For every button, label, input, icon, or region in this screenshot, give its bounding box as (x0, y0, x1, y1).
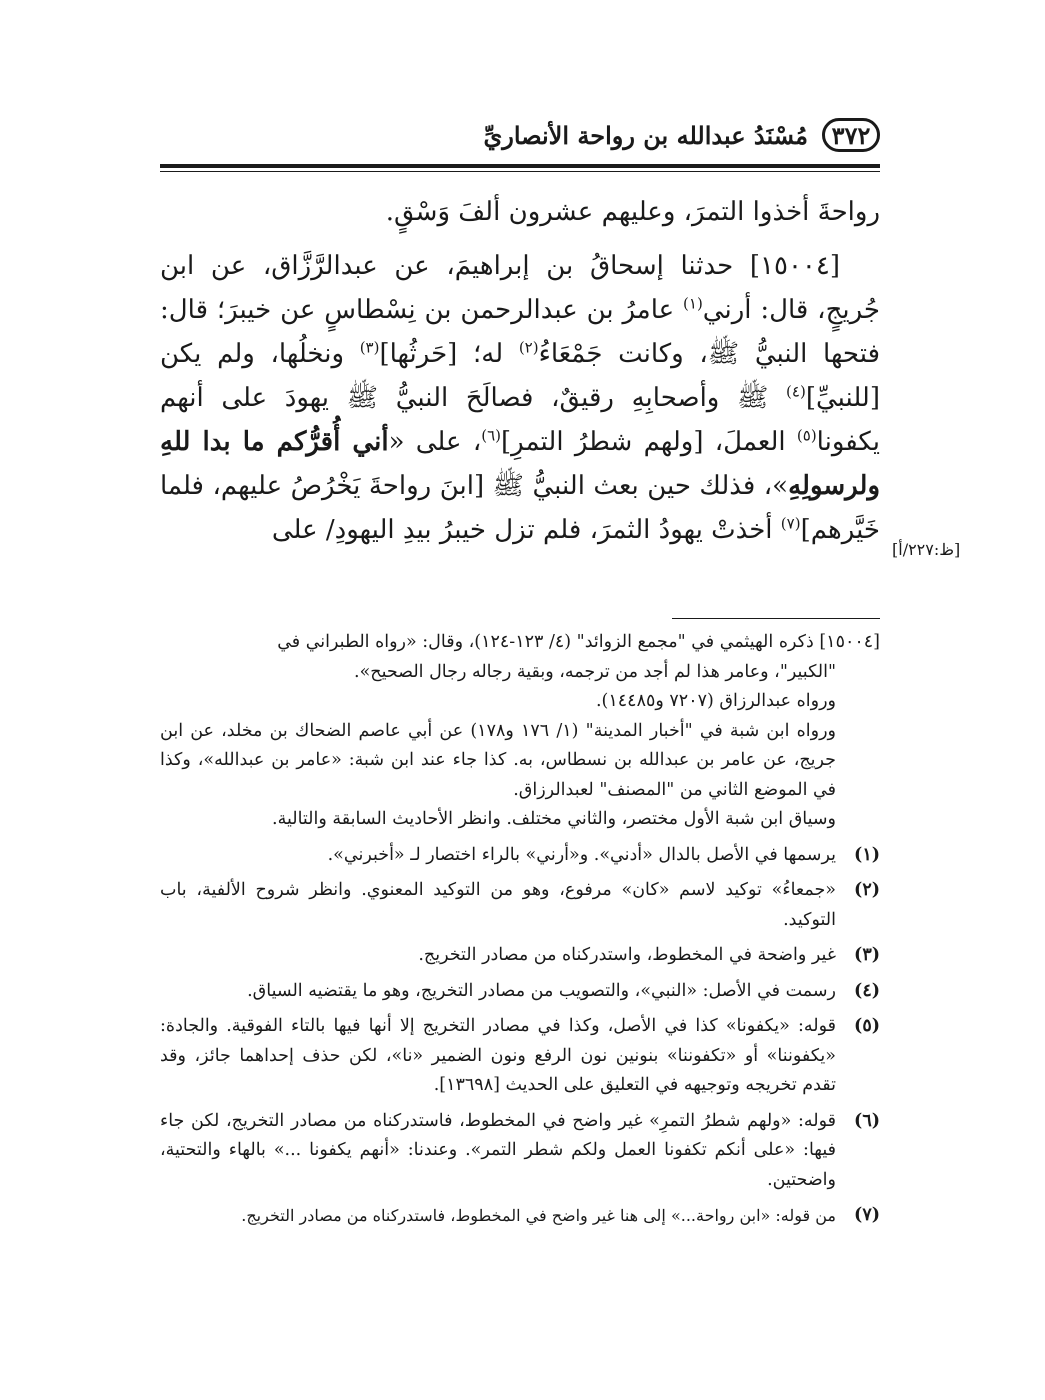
footnote-ref-6: (٦) (481, 426, 502, 445)
footnote-item (160, 876, 880, 935)
hadith-text: [١٥٠٠٤] حدثنا إسحاقُ بن إبراهيمَ، عن عبدالرَّزَّاق، عن ابن جُريجٍ، قال: أرني (160, 251, 881, 325)
footnote-separator (672, 618, 880, 619)
footnotes (160, 628, 880, 1237)
manuscript-folio-note: [ظ:٢٢٧/أ] (892, 540, 961, 559)
footnote-item (160, 977, 880, 1007)
footnote-text: يرسمها في الأصل بالدال «أدني». و«أرني» بالراء اختصار لـ «أخبرني». (327, 844, 836, 865)
hadith-text: أخذتْ يهودُ الثمرَ، فلم تزل خيبرُ بيدِ اليهودِ/ على (271, 515, 781, 545)
footnote-number: (٢) (854, 880, 880, 900)
footnote-number: (٥) (854, 1016, 880, 1036)
footnote-item (160, 941, 880, 971)
footnote-ref-1: (١) (683, 294, 703, 313)
footnote-item (160, 1107, 880, 1196)
footnote-text: قوله: «يكفونا» كذا في الأصل، وكذا في مصادر التخريج إلا أنها فيها بالتاء الفوقية. والجادة: «يكفوننا» أو «تكفوننا» بنونين نون الرفع ونون الضمير «نا»، لكن حذف إحداهما جائز، وقد تقدم تخريجه وتوجيهه في التعليق على الحديث [١٣٦٩٨]. (160, 1016, 836, 1095)
footnote-number: (٤) (854, 980, 880, 1001)
hadith-text: العملَ، [ولهم شطرُ التمرِ] (501, 427, 797, 457)
hadith-paragraph (160, 244, 880, 552)
main-text (160, 190, 880, 562)
footnote-text: غير واضحة في المخطوط، واستدركناه من مصادر التخريج. (418, 945, 836, 965)
footnote-text: من قوله: «ابن رواحة...» إلى هنا غير واضح في المخطوط، فاستدركناه من مصادر التخريج. (241, 1206, 836, 1225)
footnote-item (160, 1201, 880, 1231)
takhrij-line: "الكبير"، وعامر هذا لم أجد من ترجمه، وبقية رجاله رجال الصحيح». (354, 661, 836, 682)
takhrij-line: ورواه عبدالرزاق (٧٢٠٧ و١٤٤٨٥). (595, 691, 836, 711)
running-title: مُسْنَدُ عبدالله بن رواحة الأنصاريِّ (483, 120, 808, 150)
footnote-ref-7: (٧) (780, 514, 801, 533)
hadith-text: له؛ [حَرثُها] (379, 339, 519, 369)
prophet-quote: أني أُقرُّكم ما بدا للهِ ولرسولِهِ (160, 427, 880, 501)
page-header (160, 112, 880, 158)
hadith-text: ﷺ وأصحابِهِ رقيقٌ، فصالَحَ النبيُّ ﷺ يهودَ على أنهم يكفونا (160, 383, 881, 457)
footnote-ref-3: (٣) (359, 338, 380, 357)
continuation-line: رواحةَ أخذوا التمرَ، وعليهم عشرون ألفَ وَسْقٍ. (385, 197, 880, 227)
footnote-ref-5: (٥) (796, 426, 817, 445)
header-rule-thin (160, 171, 880, 172)
footnote-text: «جمعاءُ» توكيد لاسم «كان» مرفوع، وهو من التوكيد المعنوي. وانظر شروح الألفية، باب التوكيد. (160, 880, 836, 930)
hadith-text: ، على « (388, 427, 482, 457)
hadith-text: ونخلُها، ولم يكن [للنبيِّ] (160, 339, 880, 413)
footnote-text: رسمت في الأصل: «النبي»، والتصويب من مصادر التخريج، وهو ما يقتضيه السياق. (247, 980, 836, 1001)
header-rule-thick (160, 164, 880, 168)
footnote-number: (١) (854, 844, 880, 865)
footnote-number: (٣) (854, 945, 880, 965)
takhrij-paragraph: ورواه ابن شبة في "أخبار المدينة" (١/ ١٧٦ و١٧٨) عن أبي عاصم الضحاك بن مخلد، عن ابن جريج، عن عامر بن عبدالله بن نسطاس، به. كذا جاء عند ابن شبة: «عامر بن عبدالله»، وكذا في الموضع الثاني من "المصنف" لعبدالرزاق. (160, 720, 837, 800)
footnote-ref-2: (٢) (518, 338, 539, 357)
hadith-text: »، فذلك حين بعث النبيُّ ﷺ [ابنَ رواحةَ يَخْرُصُ عليهم، فلما خَيَّرهم] (160, 471, 880, 545)
footnote-number: (٧) (854, 1205, 880, 1225)
footnote-ref-4: (٤) (786, 382, 806, 401)
takhrij-line: [١٥٠٠٤] ذكره الهيثمي في "مجمع الزوائد" (٤/ ١٢٣-١٢٤)، وقال: «رواه الطبراني في (277, 632, 880, 652)
footnote-number: (٦) (854, 1110, 880, 1131)
page-number-badge: ٣٧٢ (822, 118, 880, 152)
footnote-item (160, 841, 880, 871)
footnote-text: قوله: «ولهم شطرُ التمرِ» غير واضح في المخطوط، فاستدركناه من مصادر التخريج، لكن جاء فيها: «على أنكم تكفونا العمل ولكم شطر التمر». وعندنا: «أنهم يكفونا ...» بالهاء والتحتية، واضحتين. (160, 1110, 836, 1190)
takhrij-line: وسياق ابن شبة الأول مختصر، والثاني مختلف. وانظر الأحاديث السابقة والتالية. (272, 809, 836, 829)
footnote-item (160, 1012, 880, 1101)
hadith-text: عامرُ بن عبدالرحمن بن نِسْطاسٍ عن خيبرَ؛ قال: فتحها النبيُّ ﷺ، وكانت جَمْعَاءُ (160, 295, 880, 369)
